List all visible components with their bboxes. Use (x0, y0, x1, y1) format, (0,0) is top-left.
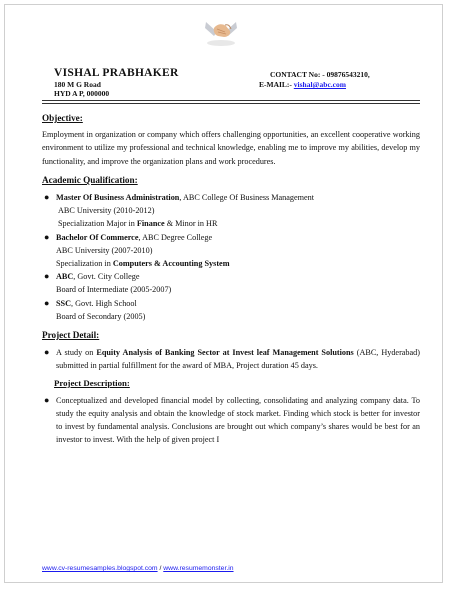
footer-separator: / (157, 565, 164, 572)
academic-list (42, 191, 420, 323)
header-divider-bottom (42, 103, 420, 104)
bullet-dot: ● (44, 271, 50, 282)
project-description-item: ● Conceptualized and developed financial model by collecting, consolidating and analyzing company data. To study the equity analysis and obtain the knowledge of stock market. Finding which stock is better for investor to invest by fundamental analysis. Conclusions are brought out which company’s shares would be best for an investor to invest. With the help of given project I (44, 394, 420, 445)
academic-item-mba: ● Master Of Business Administration, ABC College Of Business Management ABC University (2010-2012) Specialization Major in Finance & Minor in HR (44, 192, 314, 229)
bullet-dot: ● (44, 192, 50, 203)
academic-item-intermediate: ● ABC, Govt. City College Board of Intermediate (2005-2007) (44, 271, 172, 295)
project-heading: Project Detail: (42, 330, 100, 341)
footer-links (42, 565, 234, 572)
bullet-dot: ● (44, 394, 50, 405)
objective-text: Employment in organization or company which offers challenging opportunities, an excellent cooperative working environment to utilize my professional and technical knowledge, enabling me to improve my abilities, develop my functionality, and improve the organization plans and work procedures. (42, 130, 420, 166)
header-divider-top (42, 100, 420, 101)
candidate-name: VISHAL PRABHAKER (54, 67, 179, 79)
bullet-dot: ● (44, 297, 50, 308)
project-list (42, 346, 420, 372)
bullet-dot: ● (44, 231, 50, 242)
footer-link-cv-resumesamples[interactable]: www.cv-resumesamples.blogspot.com (42, 565, 158, 572)
address-line-2: HYD A P, 000000 (54, 89, 110, 98)
objective-heading: Objective: (42, 113, 83, 123)
contact-number: CONTACT No: - 09876543210, (270, 70, 370, 79)
academic-heading: Academic Qualification: (42, 174, 138, 185)
email-label: E-MAIL:- (259, 80, 292, 89)
academic-item-ssc: ● SSC, Govt. High School Board of Secondary (2005) (44, 297, 146, 321)
academic-item-bcom: ● Bachelor Of Commerce, ABC Degree College ABC University (2007-2010) Specialization in Computers & Accounting System (44, 231, 230, 269)
email-link[interactable]: vishal@abc.com (293, 80, 346, 89)
address-line-1: 180 M G Road (54, 80, 101, 89)
email-line (259, 80, 346, 89)
footer-link-resumemonster[interactable]: www.resumemonster.in (163, 565, 234, 572)
project-item: ● A study on Equity Analysis of Banking Sector at Invest leaf Management Solutions (ABC, Hyderabad) submitted in partial fulfillment for the award of MBA, Project duration 45 days. (44, 347, 420, 371)
project-description-list (42, 394, 420, 447)
project-description-heading: Project Description: (54, 377, 130, 388)
resume-body (42, 112, 420, 447)
bullet-dot: ● (44, 347, 50, 358)
handshake-icon (203, 12, 239, 48)
